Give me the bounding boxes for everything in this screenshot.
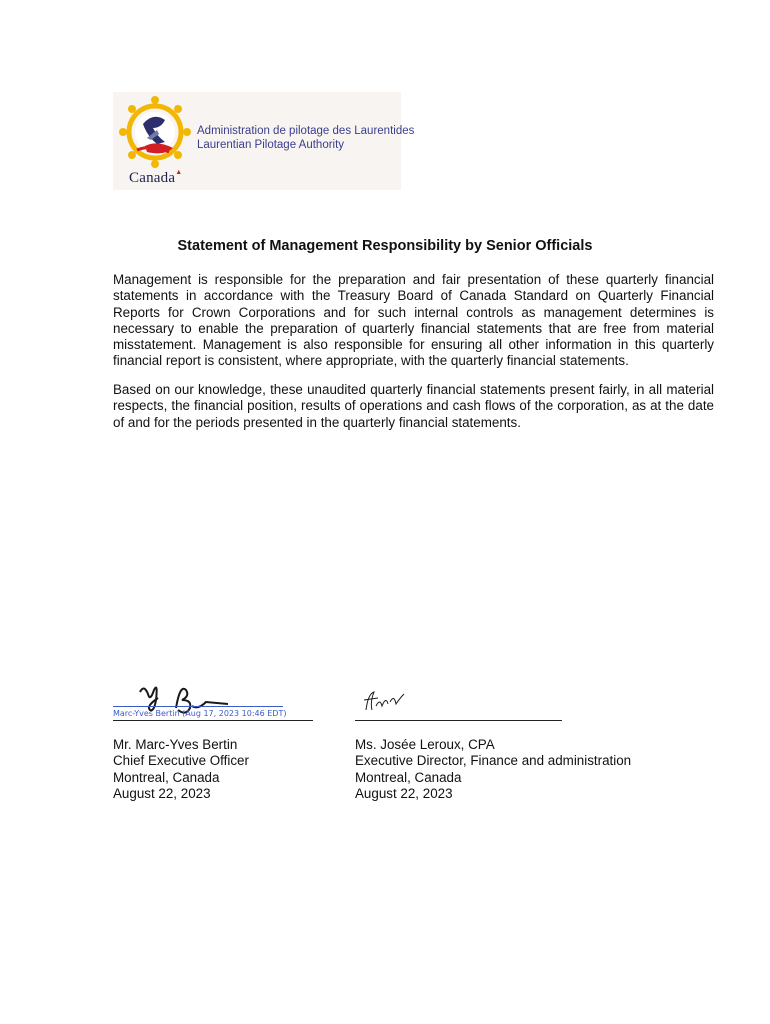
esignature-underline (113, 706, 283, 707)
signature-line-ceo (113, 720, 313, 721)
canada-wordmark (129, 170, 182, 187)
signatory-date: August 22, 2023 (113, 786, 211, 802)
organization-name (197, 124, 414, 152)
signatory-title: Chief Executive Officer (113, 753, 249, 769)
organization-name-french: Administration de pilotage des Laurentides (197, 125, 415, 137)
canada-wordmark-text: Canada (129, 170, 176, 186)
document-title: Statement of Management Responsibility by Senior Officials (177, 238, 593, 254)
signatory-location: Montreal, Canada (113, 769, 220, 785)
signatory-block-ceo (113, 737, 249, 803)
signatory-name: Mr. Marc-Yves Bertin (113, 737, 238, 752)
signatory-location: Montreal, Canada (355, 769, 462, 785)
pilot-wheel-emblem-icon (117, 94, 193, 170)
signatory-title: Executive Director, Finance and administration (355, 753, 632, 769)
signatory-block-director (355, 737, 631, 803)
esignature-caption: Marc-Yves Bertin (Aug 17, 2023 10:46 EDT) (113, 709, 287, 718)
director-handwritten-signature (360, 688, 408, 714)
organization-name-english: Laurentian Pilotage Authority (197, 139, 345, 151)
canada-flag-icon: ▲ (175, 168, 183, 176)
signatory-name: Ms. Josée Leroux, CPA (355, 737, 495, 752)
header-logo-block (113, 92, 415, 190)
responsibility-paragraph: Management is responsible for the preparation and fair presentation of these quarterly financial statements in accordance with the Treasury Board of Canada Standard on Quarterly Financial Reports for Crown Corporations and for such internal controls as management determines is necessary to enable the preparation of quarterly financial statements that are free from material misstatement. Management is also responsible for ensuring all other information in this quarterly financial report is consistent, where appropriate, with the quarterly financial statements. (113, 272, 714, 369)
signature-line-director (355, 720, 562, 721)
opinion-paragraph: Based on our knowledge, these unaudited quarterly financial statements present fairly, in all material respects, the financial position, results of operations and cash flows of the corporation, as at the date of and for the periods presented in the quarterly financial statements. (113, 382, 714, 430)
signatory-date: August 22, 2023 (355, 786, 453, 802)
